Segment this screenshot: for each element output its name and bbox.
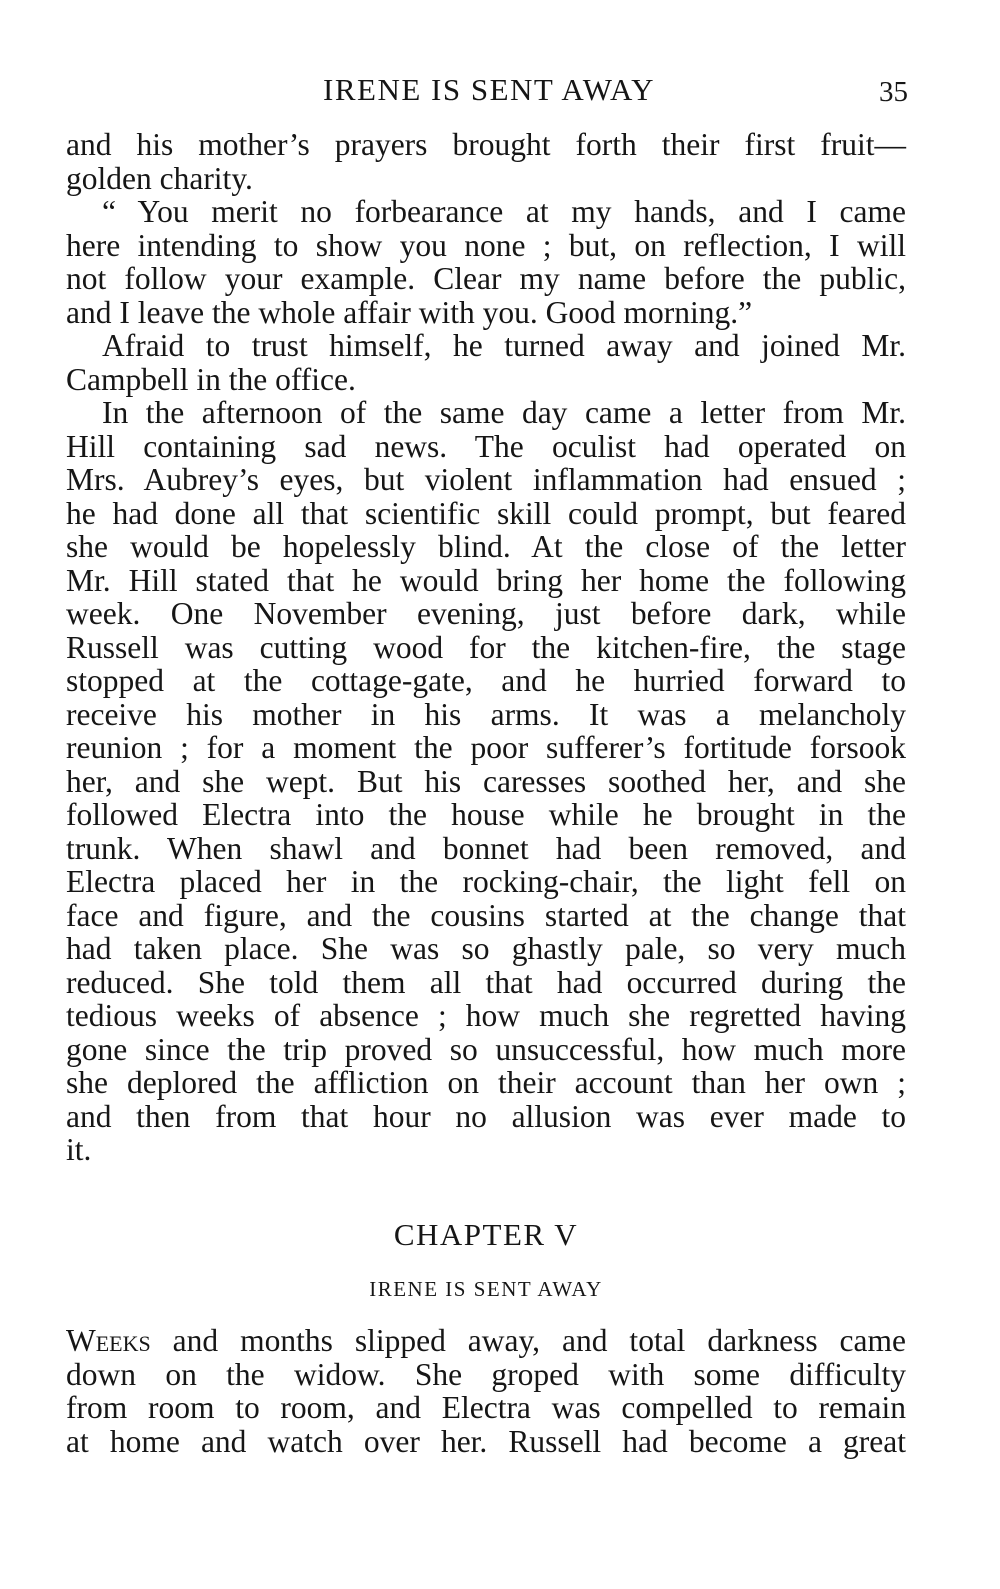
text-line: Hill containing sad news. The oculist had operated on: [66, 428, 906, 464]
chapter-heading: [66, 1215, 906, 1303]
text-line: from room to room, and Electra was compelled to remain: [66, 1390, 906, 1425]
running-head: [70, 70, 908, 110]
text-line: here intending to show you none ; but, on reflection, I will: [66, 227, 906, 263]
text-line: followed Electra into the house while he brought in the: [66, 797, 906, 832]
text-line: her, and she wept. But his caresses soothed her, and she: [66, 763, 906, 799]
text-line: receive his mother in his arms. It was a melancholy: [66, 696, 906, 732]
text-line: face and figure, and the cousins started at the change that: [66, 897, 906, 933]
chapter-title: CHAPTER V: [393, 1217, 579, 1252]
text-line: and his mother’s prayers brought forth their first fruit—: [66, 127, 906, 162]
chapter-body-text: [66, 1324, 906, 1458]
text-line: “ You merit no forbearance at my hands, and I came: [102, 194, 906, 229]
text-line: Electra placed her in the rocking-chair, the light fell on: [66, 864, 906, 899]
text-line: not follow your example. Clear my name before the public,: [66, 261, 906, 296]
text-line: and then from that hour no allusion was ever made to: [66, 1098, 906, 1134]
text-line: Afraid to trust himself, he turned away and joined Mr.: [102, 328, 906, 363]
opening-line-rest: and months slipped away, and total darkness came: [150, 1323, 906, 1358]
text-line: Campbell in the office.: [66, 361, 356, 397]
text-line: week. One November evening, just before dark, while: [66, 596, 906, 631]
text-line: gone since the trip proved so unsuccessful, how much more: [66, 1031, 906, 1067]
text-line: he had done all that scientific skill could prompt, but feared: [66, 495, 906, 531]
text-line: had taken place. She was so ghastly pale, so very much: [66, 931, 906, 966]
text-line: Mrs. Aubrey’s eyes, but violent inflammation had ensued ;: [66, 462, 906, 497]
text-line: trunk. When shawl and bonnet had been removed, and: [66, 830, 906, 866]
running-title: IRENE IS SENT AWAY: [323, 72, 655, 107]
opening-initial: W: [66, 1323, 96, 1358]
text-line: reunion ; for a moment the poor sufferer’s fortitude forsook: [66, 730, 906, 765]
text-line: at home and watch over her. Russell had become a great: [66, 1423, 906, 1459]
text-line: In the afternoon of the same day came a letter from Mr.: [102, 395, 906, 430]
chapter-opening-line: [66, 1324, 906, 1358]
text-line: stopped at the cottage-gate, and he hurried forward to: [66, 663, 906, 698]
text-line: down on the widow. She groped with some difficulty: [66, 1356, 906, 1392]
body-text: [66, 128, 906, 1167]
text-line: it.: [66, 1132, 92, 1167]
page-number: 35: [879, 76, 908, 108]
text-line: reduced. She told them all that had occurred during the: [66, 964, 906, 1000]
text-line: tedious weeks of absence ; how much she regretted having: [66, 998, 906, 1033]
text-line: golden charity.: [66, 160, 253, 196]
text-line: Mr. Hill stated that he would bring her home the following: [66, 562, 906, 598]
text-line: and I leave the whole affair with you. Good morning.”: [66, 294, 753, 330]
text-line: Russell was cutting wood for the kitchen-fire, the stage: [66, 629, 906, 665]
text-line: she would be hopelessly blind. At the close of the letter: [66, 529, 906, 564]
text-line: she deplored the affliction on their account than her own ;: [66, 1065, 906, 1100]
opening-word-rest: eeks: [95, 1323, 151, 1358]
chapter-subtitle: IRENE IS SENT AWAY: [369, 1277, 603, 1301]
